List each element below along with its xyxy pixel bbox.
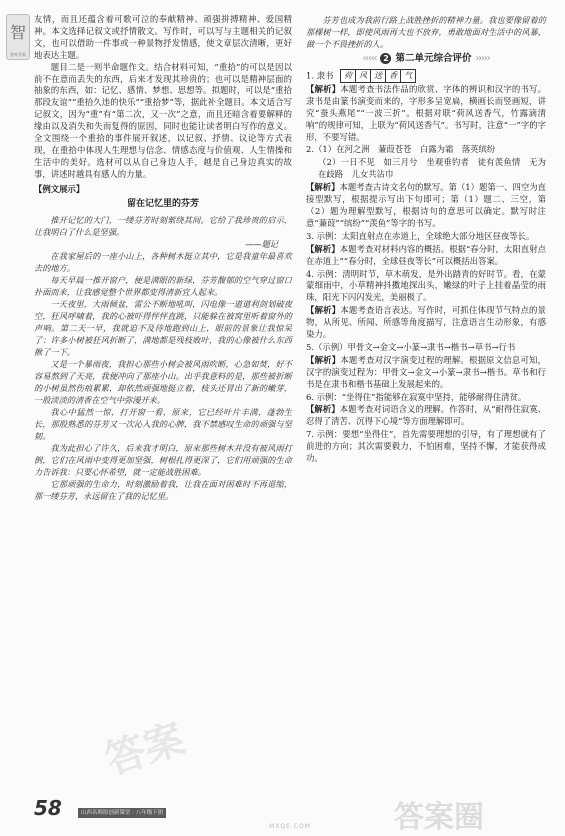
intro-paragraph-2: 题目二是一则半命题作文。结合材料可知，“重拾”的可以是因以前不在意而丢失的东西，后来才发现其珍贵的；也可以是精神层面的抽象的东西，如：记忆、感情、梦想、思想等。拟题时，可以是“重拾那段友谊”“重拾久违的快乐”“重拾梦”等，据此补全题目。本文适合写记叙文，因为“重”有“第二次，又一次”之意，而且还暗含着要解释的缘由以及消失和失而复得的原因，同时也能让读者明白写作的意义。全文围绕一个重拾的事件展开叙述，以记叙、抒情、议论等方式表现，在重拾中体现人生理想与信念、情感态度与价值观、人生情操和生活中的美好。选材可以从自己身边人手，越是自己身边真实的故事，讲述时越具有感人的力量。: [34, 61, 292, 179]
example-heading: 【例文展示】: [34, 183, 85, 194]
intro-paragraph-1: 友情，而且还蕴含着可歌可泣的奉献精神、顽强拼搏精神、爱国精神。本文选择记叙文或抒情散文。写作时，可以写与主题相关的记叙文，也可以借助一件事或一种景物抒发情感，使文章层次清晰，更好地表达主题。: [34, 14, 292, 60]
answer-block: [306, 404, 546, 428]
answer-block: [306, 244, 546, 268]
answer-cell: 香: [385, 69, 401, 83]
answer-text: 2.（1）在河之洲 蒹葭苍苍 白露为霜 落英缤纷: [306, 144, 496, 155]
answer-block: [306, 392, 546, 404]
unit-badge: 2: [380, 53, 391, 64]
answer-text: 5.（示例）甲骨文→金文→小篆→隶书→楷书→草书→行书: [306, 341, 516, 352]
right-column: [306, 14, 546, 465]
answer-block: [306, 157, 546, 181]
essay-paragraph: 它那顽强的生命力，时刻激励着我，让我在面对困难时不再退缩，那一缕芬芳，永远留在了我的记忆里。: [34, 478, 292, 501]
analysis-tag: 【解析】: [306, 404, 340, 415]
answer-cell: 风: [355, 69, 371, 83]
logo-glyph: 智: [9, 23, 26, 42]
answer-grid: [340, 69, 415, 83]
site-watermark: MXQE.COM: [269, 823, 311, 830]
analysis-tag: 【解析】: [306, 243, 340, 254]
essay-body: [34, 214, 292, 502]
answer-text: （2）一日不见 如三月兮 坐观垂钓者 徒有羡鱼情 无为在歧路 儿女共沾巾: [318, 157, 546, 180]
answer-block: [306, 429, 546, 465]
page-number: 58: [34, 796, 62, 820]
watermark-corner: 答案圈: [394, 800, 484, 835]
answer-text: 本题考查对材料内容的概括。根据“春分时，太阳直射点在赤道上”“春分时，全球昼夜等长”可以概括出答案。: [306, 243, 547, 266]
analysis-tag: 【解析】: [306, 354, 341, 365]
answer-text: 6. 示例：“坐得住”指能够在寂寞中坚持，能够耐得住清贫。: [306, 391, 527, 402]
left-column: [34, 14, 292, 502]
question-1-label: 1. 隶书: [306, 70, 334, 81]
analysis-tag: 【解析】: [306, 182, 340, 193]
answer-block: [306, 182, 546, 230]
unit-title-text: 第二单元综合评价: [395, 53, 472, 64]
publisher-logo: [6, 14, 30, 60]
answer-text: 7. 示例：要想“坐得住”，首先需要理想的引导，有了理想就有了前进的方向；其次需要毅力，不怕困难，坚持不懈，才能获得成功。: [306, 429, 546, 464]
answer-text: 3. 示例：太阳直射点在赤道上，全球绝大部分地区昼夜等长。: [306, 230, 535, 241]
answer-block: [306, 144, 546, 156]
unit-title-decor-right: ›››››: [475, 53, 490, 64]
essay-title: 留在记忆里的芬芳: [126, 198, 199, 209]
answer-block: [306, 269, 546, 305]
answer-block: [306, 355, 546, 391]
unit-title: [306, 53, 546, 65]
answer-block: [306, 305, 546, 341]
essay-paragraph: 芬芳也成为我前行路上战胜挫折的精神力量。我也要像留着的那棵树一样，即使风雨再大也不放弃，勇敢地面对生活中的风暴，做一个不畏挫折的人。: [306, 15, 546, 49]
watermark-large: 答案: [99, 715, 191, 785]
answer-text: 本题考查书法作品的欣赏、字体的辨识和汉字的书写。隶书是由篆书演变而来的，字形多呈宽扁，横画长而竖画短，讲究“蚕头燕尾”“一波三折”。根据对联“荷风送香气，竹露滴清响”的规律可知，上联为“荷风送香气”。书写时，注意“一”字的字形，不要写错。: [306, 83, 547, 142]
answer-text: 本题考查古诗文名句的默写。第（1）题第一、四空为直接型默写，根据提示写出下句即可；第（1）题二、三空，第（2）题为理解型默写，根据诗句的意思可以确定。默写时注意“蒹葭”“缤纷”“羡鱼”等字的书写。: [306, 182, 547, 228]
analysis-tag: 【解析】: [306, 83, 341, 94]
essay-signature: ——题记: [245, 238, 278, 249]
essay-continuation: [306, 14, 546, 50]
answer-block: [306, 342, 546, 354]
answer-cell: 送: [370, 69, 386, 83]
essay-paragraph: 每天早晨一推开窗户，便是满眼的新绿，芬芳馥郁的空气穿过窗口扑面而来，让我感觉整个世界都变得清新宜人起来。: [34, 274, 292, 297]
essay-paragraph: 在我家屋后的一座小山上，各种树木挺立其中，它是我童年最喜欢去的地方。: [34, 250, 292, 273]
unit-title-decor-left: ‹‹‹‹‹: [362, 53, 377, 64]
essay-quote: 推开记忆的大门，一缕芬芳时刻萦绕其间。它给了我珍贵的启示，让我明白了什么是坚强。: [34, 214, 292, 237]
question-1: [306, 69, 546, 83]
answer-block: [306, 231, 546, 243]
essay-paragraph: 一天夜里，大雨倾盆，雷公不断地吼叫，闪电像一道道利剑划破夜空，狂风呼啸着，我的心被吓得怦怦直跳，只能躲在被窝里听着窗外的声响。第二天一早，我就迫不及待地跑到山上，眼前的景象让我惊呆了：许多小树被狂风折断了，满地都是残枝败叶，我的心像被什么东西揪了一下。: [34, 298, 292, 357]
answer-cell: 气: [400, 69, 416, 83]
answer-text: 本题考查语言表达。写作时，可抓住体现节气特点的景物，从所见、所闻、所感等角度描写，注意语言生动形象，有感染力。: [306, 305, 547, 340]
answer-text: 4. 示例：清明时节，草木萌发，是外出踏青的好时节。看，在蒙蒙细雨中，小草精神抖擞地探出头，嫩绿的叶子上挂着晶莹的雨珠，阳光下闪闪发光，美丽极了。: [306, 268, 546, 303]
answer-text: 本题考查对词语含义的理解。作答时，从“耐得住寂寞、忍得了清苦、沉得下心境”等方面理解即可。: [306, 404, 547, 427]
answer-block: [306, 84, 546, 144]
answer-text: 本题考查对汉字演变过程的理解。根据原文信息可知，汉字的演变过程为：甲骨文→金文→小篆→隶书→楷书。草书和行书是在隶书和楷书基础上发展起来的。: [306, 354, 547, 389]
footer-series-title: 山西名师原创新课堂 · 八年级下册: [78, 808, 166, 818]
essay-paragraph: 又是一个暴雨夜，我担心那些小树会被风雨吹断，心急如焚，好不容易熬到了天亮，我便冲向了那座小山。出乎我意料的是，那些被折断的小树虽然伤痕累累，却依然顽强地挺立着，枝头还冒出了新的嫩芽，一股淡淡的清香在空气中弥漫开来。: [34, 358, 292, 405]
essay-paragraph: 我为此担心了许久，后来我才明白，原来那些树木并没有被风雨打倒，它们在风雨中变得更加坚强，树根扎得更深了，它们用顽强的生命力告诉我：只要心怀希望，就一定能战胜困难。: [34, 442, 292, 477]
logo-subtitle: 智库答案: [10, 52, 26, 57]
answer-cell: 荷: [340, 69, 356, 83]
essay-paragraph: 我心中猛然一惊，打开窗一看，原来，它已经叶片丰满，蓬勃生长，那股熟悉的芬芳又一次沁入我的心脾，我不禁感叹生命的顽强与坚韧。: [34, 406, 292, 441]
analysis-tag: 【解析】: [306, 305, 341, 316]
